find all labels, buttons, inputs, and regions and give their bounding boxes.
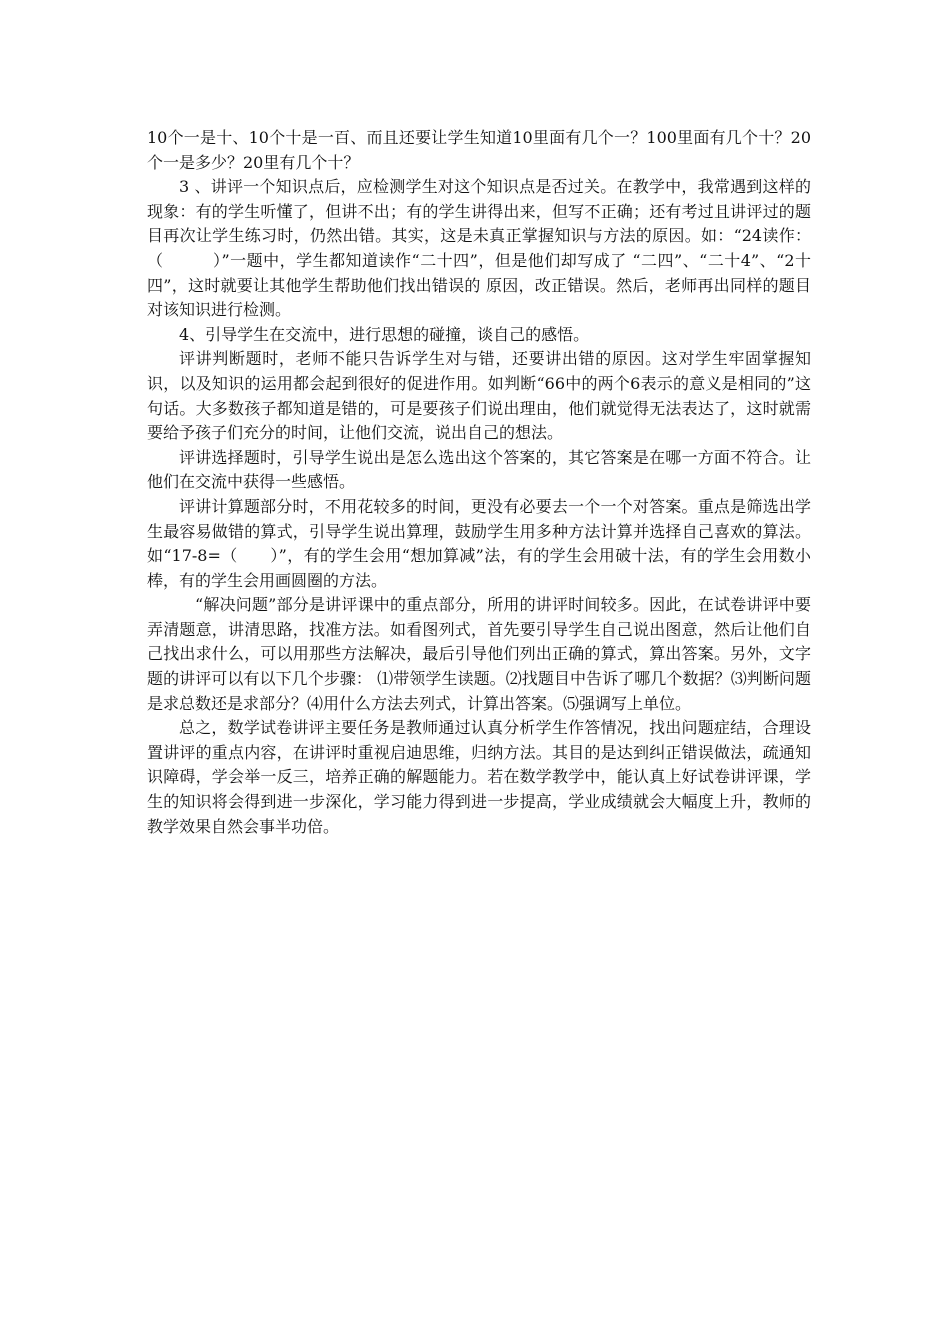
paragraph-calculation: 评讲计算题部分时，不用花较多的时间，更没有必要去一个一个对答案。重点是筛选出学生最容易做错的算式，引导学生说出算理，鼓励学生用多种方法计算并选择自己喜欢的算法。如“17-8=（ ）”，有的学生会用“想加算减”法，有的学生会用破十法，有的学生会用数小棒，有的学生会用画圆圈的方法。 <box>147 496 811 590</box>
paragraph-conclusion: 总之，数学试卷讲评主要任务是教师通过认真分析学生作答情况，找出问题症结，合理设置讲评的重点内容，在讲评时重视启迪思维，归纳方法。其目的是达到纠正错误做法，疏通知识障碍，学会举一反三，培养正确的解题能力。若在数学教学中，能认真上好试卷讲评课，学生的知识将会得到进一步深化，学习能力得到进一步提高，学业成绩就会大幅度上升，教师的教学效果自然会事半功倍。 <box>147 718 811 836</box>
paragraph-true-false: 评讲判断题时，老师不能只告诉学生对与错，还要讲出错的原因。这对学生牢固掌握知识，以及知识的运用都会起到很好的促进作用。如判断“66中的两个6表示的意义是相同的”这句话。大多数孩子都知道是错的，可是要孩子们说出理由，他们就觉得无法表达了，这时就需要给予孩子们充分的时间，让他们交流，说出自己的想法。 <box>147 349 811 443</box>
paragraph-problem-solving: “解决问题”部分是讲评课中的重点部分，所用的讲评时间较多。因此，在试卷讲评中要弄清题意，讲清思路，找准方法。如看图列式，首先要引导学生自己说出图意，然后让他们自己找出求什么，可以用那些方法解决，最后引导他们列出正确的算式，算出答案。另外，文字题的讲评可以有以下几个步骤： ⑴带领学生读题。⑵找题目中告诉了哪几个数据？⑶判断问题是求总数还是求部分？⑷用什么方法去列式，计算出答案。⑸强调写上单位。 <box>147 595 811 713</box>
paragraph-point-3: 3 、讲评一个知识点后，应检测学生对这个知识点是否过关。在教学中，我常遇到这样的现象：有的学生听懂了，但讲不出；有的学生讲得出来，但写不正确；还有考过且讲评过的题目再次让学生练习时，仍然出错。其实，这是未真正掌握知识与方法的原因。如：“24读作：（ ）”一题中，学生都知道读作“二十四”，但是他们却写成了 “二四”、“二十4”、“2十四”，这时就要让其他学生帮助他们找出错误的 原因，改正错误。然后，老师再出同样的题目对该知识进行检测。 <box>147 177 811 320</box>
paragraph-point-4: 4、引导学生在交流中，进行思想的碰撞，谈自己的感悟。 <box>179 324 590 344</box>
paragraph-multiple-choice: 评讲选择题时，引导学生说出是怎么选出这个答案的，其它答案是在哪一方面不符合。让他们在交流中获得一些感悟。 <box>147 447 811 492</box>
paragraph-continuation: 10个一是十、10个十是一百、而且还要让学生知道10里面有几个一？100里面有几个十？20个一是多少？20里有几个十？ <box>147 128 811 172</box>
document-body <box>147 126 811 839</box>
